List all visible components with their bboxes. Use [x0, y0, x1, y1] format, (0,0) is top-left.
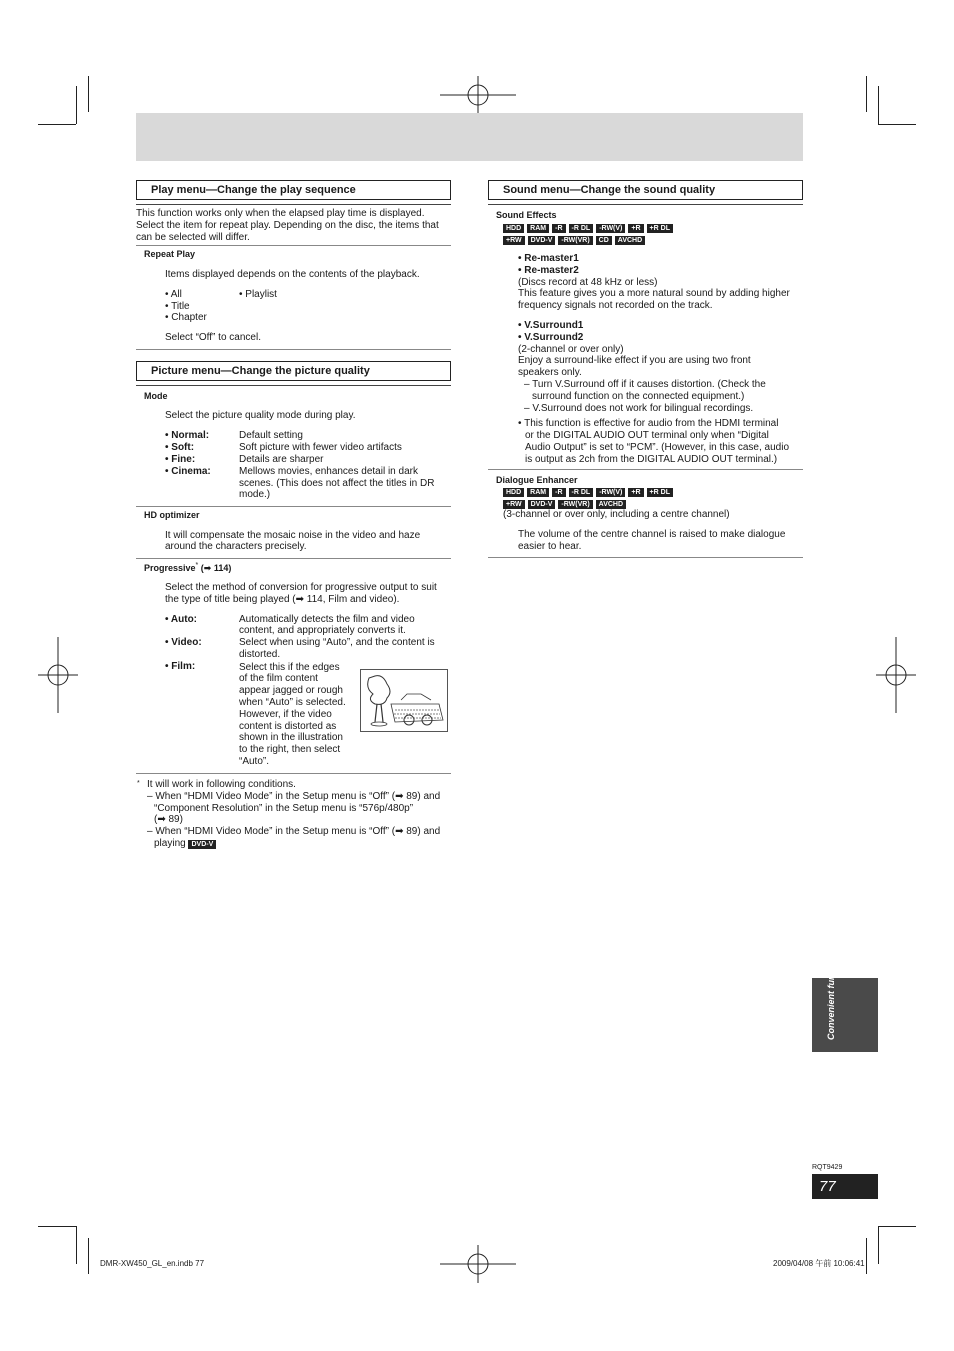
disc-badge: +RW — [503, 236, 525, 245]
registration-mark — [38, 637, 78, 713]
disc-badge: +R — [628, 224, 643, 233]
section-rule — [136, 204, 451, 205]
disc-badge: AVCHD — [615, 236, 645, 245]
mode-fine-value: Details are sharper — [239, 454, 324, 465]
mode-desc: Select the picture quality mode during play. — [165, 410, 356, 421]
distortion-illustration — [360, 669, 448, 732]
hdmi-note: • This function is effective for audio from the HDMI terminal — [518, 418, 779, 429]
progressive-desc: the type of title being played (➡ 114, Film and video). — [165, 594, 400, 605]
disc-badge: -R — [552, 488, 565, 497]
progressive-film-value: content is distorted as — [239, 721, 337, 732]
disc-badge: +R DL — [647, 224, 673, 233]
remaster-desc: frequency signals not recorded on the track. — [518, 300, 713, 311]
mode-normal-key: • Normal: — [165, 430, 210, 441]
mode-soft-key: • Soft: — [165, 442, 195, 453]
footnote-text: – When “HDMI Video Mode” in the Setup menu is “Off” (➡ 89) and — [147, 791, 441, 802]
registration-mark — [440, 76, 516, 114]
disc-badge: -R DL — [569, 488, 594, 497]
header-band — [136, 113, 803, 161]
disc-badge: CD — [596, 236, 612, 245]
hdmi-note: or the DIGITAL AUDIO OUT terminal only when “Digital — [525, 430, 769, 441]
footnote-marker: * — [195, 562, 199, 569]
disc-badge-row — [503, 222, 676, 234]
disc-badge: -RW(V) — [596, 488, 625, 497]
footnote-text: – When “HDMI Video Mode” in the Setup menu is “Off” (➡ 89) and — [147, 826, 441, 837]
footnote-text: “Component Resolution” in the Setup menu is “576p/480p” — [154, 803, 414, 814]
disc-badge: RAM — [527, 224, 549, 233]
registration-mark — [440, 1245, 516, 1283]
section-side-tab — [812, 948, 878, 1052]
disc-badge-row — [503, 234, 648, 246]
progressive-label — [144, 562, 231, 574]
disc-badge: DVD-V — [528, 236, 556, 245]
vsurround-desc: Enjoy a surround-like effect if you are using two front — [518, 355, 751, 366]
dialogue-note: (3-channel or over only, including a centre channel) — [503, 509, 730, 520]
play-menu-intro: Select the item for repeat play. Depending on the disc, the items that — [136, 220, 439, 231]
crop-mark — [878, 124, 916, 125]
disc-badge: -RW(VR) — [558, 500, 592, 509]
crop-mark — [88, 76, 89, 112]
disc-badge: -RW(V) — [596, 224, 625, 233]
divider — [136, 773, 451, 774]
vsurround-caution: – Turn V.Surround off if it causes distortion. (Check the — [524, 379, 766, 390]
crop-mark — [878, 1226, 879, 1264]
mode-label: Mode — [144, 391, 168, 401]
progressive-film-value: “Auto”. — [239, 756, 270, 767]
progressive-auto-value: Automatically detects the film and video — [239, 614, 415, 625]
mode-cinema-value: mode.) — [239, 489, 271, 500]
remaster-desc: This feature gives you a more natural sound by adding higher — [518, 288, 790, 299]
progressive-film-value: to the right, then select — [239, 744, 341, 755]
disc-badge: -RW(VR) — [558, 236, 592, 245]
footer-filename: DMR-XW450_GL_en.indb 77 — [100, 1259, 205, 1268]
play-menu-intro: This function works only when the elapsed play time is displayed. — [136, 208, 425, 219]
progressive-video-value: Select when using “Auto”, and the content is — [239, 637, 435, 648]
divider — [136, 245, 451, 246]
play-menu-heading: Play menu—Change the play sequence — [136, 180, 451, 200]
dialogue-enhancer-label: Dialogue Enhancer — [496, 475, 578, 485]
footnote-text — [154, 838, 219, 850]
disc-badge: RAM — [527, 488, 549, 497]
footnote-text: It will work in following conditions. — [147, 779, 296, 790]
divider — [136, 506, 451, 507]
crop-mark — [866, 1238, 867, 1274]
divider — [488, 557, 803, 558]
progressive-film-value: appear jagged or rough — [239, 685, 343, 696]
crop-mark — [866, 76, 867, 112]
progressive-film-value: shown in the illustration — [239, 732, 343, 743]
option-all: • All — [165, 289, 182, 300]
remaster-note: (Discs record at 48 kHz or less) — [518, 277, 658, 288]
option-chapter: • Chapter — [165, 312, 207, 323]
repeat-play-cancel: Select “Off” to cancel. — [165, 332, 261, 343]
disc-badge: DVD-V — [528, 500, 556, 509]
picture-menu-heading: Picture menu—Change the picture quality — [136, 361, 451, 381]
progressive-film-value: However, if the video — [239, 709, 332, 720]
mode-cinema-value: scenes. (This does not affect the titles in DR — [239, 478, 435, 489]
side-tab-label: Convenient functions — [826, 948, 836, 1040]
vsurround-desc: speakers only. — [518, 367, 582, 378]
disc-badge: +R — [628, 488, 643, 497]
footer-timestamp: 2009/04/08 午前 10:06:41 — [773, 1259, 865, 1268]
disc-badge: -R DL — [569, 224, 594, 233]
disc-badge: +R DL — [647, 488, 673, 497]
crop-mark — [38, 124, 76, 125]
mode-normal-value: Default setting — [239, 430, 303, 441]
section-rule — [136, 385, 451, 386]
registration-mark — [876, 637, 916, 713]
progressive-film-value: Select this if the edges — [239, 662, 340, 673]
repeat-play-desc: Items displayed depends on the contents of the playback. — [165, 269, 420, 280]
disc-badge: -R — [552, 224, 565, 233]
progressive-label-text: Progressive — [144, 563, 196, 573]
progressive-auto-key: • Auto: — [165, 614, 198, 625]
sound-menu-heading: Sound menu—Change the sound quality — [488, 180, 803, 200]
option-title: • Title — [165, 301, 190, 312]
disc-badge: HDD — [503, 224, 524, 233]
crop-mark — [38, 1226, 76, 1227]
option-playlist: • Playlist — [239, 289, 277, 300]
repeat-play-label: Repeat Play — [144, 249, 196, 259]
page-number: 77 — [812, 1174, 878, 1199]
divider — [488, 469, 803, 470]
hd-optimizer-desc: It will compensate the mosaic noise in the video and haze — [165, 530, 421, 541]
hdmi-note: Audio Output” is set to “PCM”. (However, in this case, audio — [525, 442, 789, 453]
disc-badge: AVCHD — [596, 500, 626, 509]
remaster2-option: • Re-master2 — [518, 265, 579, 276]
disc-badge-row — [503, 486, 676, 498]
disc-badge: DVD-V — [188, 840, 216, 849]
progressive-film-key: • Film: — [165, 661, 196, 672]
remaster1-option: • Re-master1 — [518, 253, 579, 264]
progressive-film-value: when “Auto” is selected. — [239, 697, 346, 708]
progressive-video-key: • Video: — [165, 637, 202, 648]
divider — [136, 558, 451, 559]
section-rule — [488, 204, 803, 205]
crop-mark — [878, 86, 879, 124]
divider — [136, 349, 451, 350]
footnote-playing: playing — [154, 838, 186, 849]
crop-mark — [76, 86, 77, 124]
progressive-desc: Select the method of conversion for progressive output to suit — [165, 582, 437, 593]
hdmi-note: is output as 2ch from the DIGITAL AUDIO OUT terminal.) — [525, 454, 778, 465]
vsurround-caution: – V.Surround does not work for bilingual recordings. — [524, 403, 754, 414]
mode-cinema-key: • Cinema: — [165, 466, 211, 477]
vsurround2-option: • V.Surround2 — [518, 332, 584, 343]
progressive-ref: (➡ 114) — [200, 563, 232, 573]
crop-mark — [76, 1226, 77, 1264]
disc-badge: HDD — [503, 488, 524, 497]
vsurround1-option: • V.Surround1 — [518, 320, 584, 331]
vsurround-caution: surround function on the connected equipment.) — [532, 391, 745, 402]
dialogue-desc: The volume of the centre channel is raised to make dialogue — [518, 529, 786, 540]
crop-mark — [878, 1226, 916, 1227]
footnote-mark: * — [137, 780, 140, 787]
mode-fine-key: • Fine: — [165, 454, 196, 465]
footnote-text: (➡ 89) — [154, 814, 183, 825]
hd-optimizer-desc: around the characters precisely. — [165, 541, 307, 552]
vsurround-note: (2-channel or over only) — [518, 344, 624, 355]
mode-cinema-value: Mellows movies, enhances detail in dark — [239, 466, 418, 477]
dialogue-desc: easier to hear. — [518, 541, 582, 552]
progressive-auto-value: content, and appropriately converts it. — [239, 625, 406, 636]
hd-optimizer-label: HD optimizer — [144, 510, 200, 520]
progressive-film-value: of the film content — [239, 673, 318, 684]
sound-effects-label: Sound Effects — [496, 210, 557, 220]
mode-soft-value: Soft picture with fewer video artifacts — [239, 442, 402, 453]
disc-badge: +RW — [503, 500, 525, 509]
progressive-video-value: distorted. — [239, 649, 281, 660]
play-menu-intro: can be selected will differ. — [136, 232, 250, 243]
crop-mark — [88, 1238, 89, 1274]
model-code: RQT9429 — [812, 1164, 843, 1171]
